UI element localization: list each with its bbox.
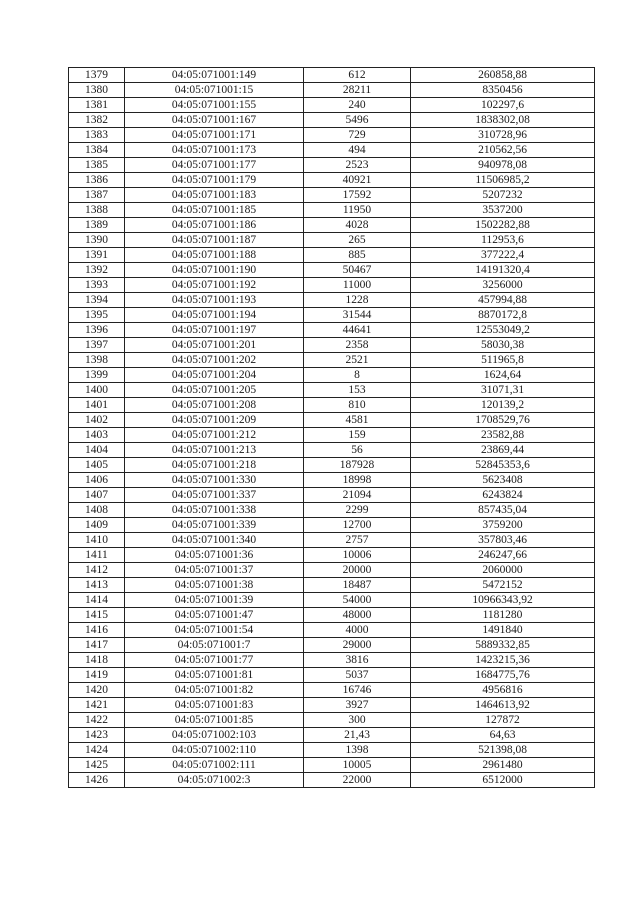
cadastral-number-cell: 04:05:071001:202	[125, 353, 304, 368]
row-number-cell: 1416	[69, 623, 125, 638]
area-cell: 28211	[304, 83, 411, 98]
cadastral-value-cell: 4956816	[411, 683, 595, 698]
row-number-cell: 1394	[69, 293, 125, 308]
row-number-cell: 1412	[69, 563, 125, 578]
cadastral-value-cell: 58030,38	[411, 338, 595, 353]
cadastral-number-cell: 04:05:071001:83	[125, 698, 304, 713]
cadastral-value-cell: 1181280	[411, 608, 595, 623]
cadastral-value-cell: 1464613,92	[411, 698, 595, 713]
table-row	[69, 83, 595, 98]
cadastral-number-cell: 04:05:071001:197	[125, 323, 304, 338]
area-cell: 21094	[304, 488, 411, 503]
row-number-cell: 1386	[69, 173, 125, 188]
table-row	[69, 143, 595, 158]
cadastral-value-cell: 10966343,92	[411, 593, 595, 608]
area-cell: 44641	[304, 323, 411, 338]
cadastral-number-cell: 04:05:071001:37	[125, 563, 304, 578]
row-number-cell: 1392	[69, 263, 125, 278]
cadastral-value-cell: 377222,4	[411, 248, 595, 263]
cadastral-value-cell: 1491840	[411, 623, 595, 638]
area-cell: 1398	[304, 743, 411, 758]
area-cell: 11950	[304, 203, 411, 218]
area-cell: 17592	[304, 188, 411, 203]
area-cell: 3927	[304, 698, 411, 713]
cadastral-number-cell: 04:05:071001:201	[125, 338, 304, 353]
row-number-cell: 1410	[69, 533, 125, 548]
cadastral-value-cell: 5472152	[411, 578, 595, 593]
row-number-cell: 1415	[69, 608, 125, 623]
row-number-cell: 1420	[69, 683, 125, 698]
area-cell: 5496	[304, 113, 411, 128]
cadastral-value-cell: 940978,08	[411, 158, 595, 173]
row-number-cell: 1401	[69, 398, 125, 413]
table-row	[69, 683, 595, 698]
cadastral-number-cell: 04:05:071001:338	[125, 503, 304, 518]
table-row	[69, 188, 595, 203]
area-cell: 40921	[304, 173, 411, 188]
cadastral-number-cell: 04:05:071001:171	[125, 128, 304, 143]
table-row	[69, 473, 595, 488]
cadastral-value-cell: 11506985,2	[411, 173, 595, 188]
cadastral-value-cell: 12553049,2	[411, 323, 595, 338]
table-row	[69, 173, 595, 188]
table-row	[69, 368, 595, 383]
row-number-cell: 1411	[69, 548, 125, 563]
cadastral-number-cell: 04:05:071001:183	[125, 188, 304, 203]
table-row	[69, 593, 595, 608]
table-row	[69, 278, 595, 293]
cadastral-value-cell: 6243824	[411, 488, 595, 503]
cadastral-value-cell: 310728,96	[411, 128, 595, 143]
area-cell: 31544	[304, 308, 411, 323]
row-number-cell: 1384	[69, 143, 125, 158]
cadastral-value-cell: 260858,88	[411, 68, 595, 83]
cadastral-number-cell: 04:05:071001:179	[125, 173, 304, 188]
area-cell: 16746	[304, 683, 411, 698]
row-number-cell: 1409	[69, 518, 125, 533]
table-row	[69, 158, 595, 173]
table-row	[69, 413, 595, 428]
area-cell: 2521	[304, 353, 411, 368]
table-row	[69, 68, 595, 83]
area-cell: 8	[304, 368, 411, 383]
cadastral-value-cell: 1708529,76	[411, 413, 595, 428]
cadastral-number-cell: 04:05:071001:339	[125, 518, 304, 533]
cadastral-value-cell: 102297,6	[411, 98, 595, 113]
table-row	[69, 293, 595, 308]
cadastral-value-table	[68, 67, 595, 788]
table-row	[69, 713, 595, 728]
row-number-cell: 1423	[69, 728, 125, 743]
row-number-cell: 1380	[69, 83, 125, 98]
row-number-cell: 1390	[69, 233, 125, 248]
cadastral-number-cell: 04:05:071001:36	[125, 548, 304, 563]
table-row	[69, 668, 595, 683]
area-cell: 2299	[304, 503, 411, 518]
cadastral-number-cell: 04:05:071001:190	[125, 263, 304, 278]
area-cell: 494	[304, 143, 411, 158]
cadastral-number-cell: 04:05:071001:337	[125, 488, 304, 503]
area-cell: 2523	[304, 158, 411, 173]
cadastral-number-cell: 04:05:071001:218	[125, 458, 304, 473]
area-cell: 810	[304, 398, 411, 413]
cadastral-value-cell: 8870172,8	[411, 308, 595, 323]
area-cell: 20000	[304, 563, 411, 578]
cadastral-number-cell: 04:05:071001:155	[125, 98, 304, 113]
cadastral-number-cell: 04:05:071001:187	[125, 233, 304, 248]
area-cell: 2358	[304, 338, 411, 353]
row-number-cell: 1419	[69, 668, 125, 683]
cadastral-value-cell: 357803,46	[411, 533, 595, 548]
area-cell: 50467	[304, 263, 411, 278]
table-body	[69, 68, 595, 788]
cadastral-number-cell: 04:05:071001:208	[125, 398, 304, 413]
table-row	[69, 398, 595, 413]
cadastral-number-cell: 04:05:071001:81	[125, 668, 304, 683]
table-row	[69, 458, 595, 473]
table-row	[69, 248, 595, 263]
table-row	[69, 113, 595, 128]
area-cell: 4028	[304, 218, 411, 233]
area-cell: 300	[304, 713, 411, 728]
table-row	[69, 233, 595, 248]
area-cell: 5037	[304, 668, 411, 683]
table-row	[69, 353, 595, 368]
cadastral-number-cell: 04:05:071002:110	[125, 743, 304, 758]
cadastral-value-cell: 457994,88	[411, 293, 595, 308]
row-number-cell: 1424	[69, 743, 125, 758]
cadastral-value-cell: 23869,44	[411, 443, 595, 458]
cadastral-number-cell: 04:05:071001:177	[125, 158, 304, 173]
cadastral-value-cell: 5623408	[411, 473, 595, 488]
row-number-cell: 1382	[69, 113, 125, 128]
cadastral-value-cell: 3537200	[411, 203, 595, 218]
table-row	[69, 323, 595, 338]
cadastral-value-cell: 64,63	[411, 728, 595, 743]
row-number-cell: 1381	[69, 98, 125, 113]
cadastral-value-cell: 3256000	[411, 278, 595, 293]
cadastral-value-cell: 210562,56	[411, 143, 595, 158]
table-row	[69, 638, 595, 653]
row-number-cell: 1405	[69, 458, 125, 473]
table-row	[69, 563, 595, 578]
cadastral-value-cell: 1624,64	[411, 368, 595, 383]
table-row	[69, 548, 595, 563]
cadastral-number-cell: 04:05:071001:7	[125, 638, 304, 653]
cadastral-value-cell: 2060000	[411, 563, 595, 578]
area-cell: 10005	[304, 758, 411, 773]
row-number-cell: 1385	[69, 158, 125, 173]
table-row	[69, 98, 595, 113]
cadastral-value-cell: 1684775,76	[411, 668, 595, 683]
cadastral-number-cell: 04:05:071002:3	[125, 773, 304, 788]
cadastral-number-cell: 04:05:071001:186	[125, 218, 304, 233]
cadastral-value-cell: 1838302,08	[411, 113, 595, 128]
row-number-cell: 1403	[69, 428, 125, 443]
row-number-cell: 1393	[69, 278, 125, 293]
table-row	[69, 338, 595, 353]
area-cell: 48000	[304, 608, 411, 623]
cadastral-number-cell: 04:05:071001:188	[125, 248, 304, 263]
table-row	[69, 518, 595, 533]
cadastral-number-cell: 04:05:071001:39	[125, 593, 304, 608]
cadastral-number-cell: 04:05:071001:340	[125, 533, 304, 548]
row-number-cell: 1383	[69, 128, 125, 143]
row-number-cell: 1404	[69, 443, 125, 458]
area-cell: 729	[304, 128, 411, 143]
row-number-cell: 1417	[69, 638, 125, 653]
area-cell: 240	[304, 98, 411, 113]
cadastral-number-cell: 04:05:071001:47	[125, 608, 304, 623]
area-cell: 56	[304, 443, 411, 458]
row-number-cell: 1406	[69, 473, 125, 488]
cadastral-number-cell: 04:05:071001:167	[125, 113, 304, 128]
cadastral-number-cell: 04:05:071001:194	[125, 308, 304, 323]
row-number-cell: 1425	[69, 758, 125, 773]
cadastral-value-cell: 3759200	[411, 518, 595, 533]
table-row	[69, 218, 595, 233]
row-number-cell: 1397	[69, 338, 125, 353]
cadastral-value-cell: 112953,6	[411, 233, 595, 248]
row-number-cell: 1413	[69, 578, 125, 593]
table-row	[69, 698, 595, 713]
row-number-cell: 1387	[69, 188, 125, 203]
area-cell: 22000	[304, 773, 411, 788]
row-number-cell: 1379	[69, 68, 125, 83]
area-cell: 18998	[304, 473, 411, 488]
cadastral-number-cell: 04:05:071001:38	[125, 578, 304, 593]
area-cell: 1228	[304, 293, 411, 308]
cadastral-value-cell: 23582,88	[411, 428, 595, 443]
cadastral-value-cell: 120139,2	[411, 398, 595, 413]
cadastral-value-cell: 6512000	[411, 773, 595, 788]
table-row	[69, 503, 595, 518]
cadastral-number-cell: 04:05:071001:330	[125, 473, 304, 488]
area-cell: 885	[304, 248, 411, 263]
table-row	[69, 263, 595, 278]
cadastral-number-cell: 04:05:071002:111	[125, 758, 304, 773]
cadastral-number-cell: 04:05:071001:204	[125, 368, 304, 383]
area-cell: 12700	[304, 518, 411, 533]
row-number-cell: 1391	[69, 248, 125, 263]
row-number-cell: 1395	[69, 308, 125, 323]
table-row	[69, 383, 595, 398]
row-number-cell: 1396	[69, 323, 125, 338]
cadastral-value-cell: 1502282,88	[411, 218, 595, 233]
table-row	[69, 623, 595, 638]
area-cell: 4581	[304, 413, 411, 428]
cadastral-value-cell: 52845353,6	[411, 458, 595, 473]
table-row	[69, 443, 595, 458]
table-row	[69, 203, 595, 218]
table-row	[69, 308, 595, 323]
cadastral-value-cell: 857435,04	[411, 503, 595, 518]
cadastral-number-cell: 04:05:071001:193	[125, 293, 304, 308]
area-cell: 54000	[304, 593, 411, 608]
table-row	[69, 128, 595, 143]
cadastral-value-cell: 5889332,85	[411, 638, 595, 653]
row-number-cell: 1398	[69, 353, 125, 368]
table-row	[69, 758, 595, 773]
cadastral-number-cell: 04:05:071001:209	[125, 413, 304, 428]
row-number-cell: 1408	[69, 503, 125, 518]
row-number-cell: 1414	[69, 593, 125, 608]
row-number-cell: 1402	[69, 413, 125, 428]
area-cell: 10006	[304, 548, 411, 563]
area-cell: 29000	[304, 638, 411, 653]
row-number-cell: 1388	[69, 203, 125, 218]
cadastral-value-cell: 5207232	[411, 188, 595, 203]
cadastral-number-cell: 04:05:071001:205	[125, 383, 304, 398]
table-row	[69, 608, 595, 623]
row-number-cell: 1426	[69, 773, 125, 788]
area-cell: 21,43	[304, 728, 411, 743]
cadastral-value-cell: 1423215,36	[411, 653, 595, 668]
cadastral-value-cell: 127872	[411, 713, 595, 728]
area-cell: 3816	[304, 653, 411, 668]
row-number-cell: 1389	[69, 218, 125, 233]
area-cell: 187928	[304, 458, 411, 473]
row-number-cell: 1418	[69, 653, 125, 668]
area-cell: 159	[304, 428, 411, 443]
cadastral-value-cell: 2961480	[411, 758, 595, 773]
cadastral-number-cell: 04:05:071001:54	[125, 623, 304, 638]
cadastral-value-cell: 8350456	[411, 83, 595, 98]
table-row	[69, 653, 595, 668]
table-row	[69, 533, 595, 548]
area-cell: 265	[304, 233, 411, 248]
cadastral-number-cell: 04:05:071001:173	[125, 143, 304, 158]
table-row	[69, 578, 595, 593]
cadastral-number-cell: 04:05:071001:213	[125, 443, 304, 458]
cadastral-number-cell: 04:05:071001:85	[125, 713, 304, 728]
cadastral-value-cell: 521398,08	[411, 743, 595, 758]
row-number-cell: 1422	[69, 713, 125, 728]
cadastral-value-cell: 31071,31	[411, 383, 595, 398]
row-number-cell: 1407	[69, 488, 125, 503]
cadastral-value-cell: 14191320,4	[411, 263, 595, 278]
area-cell: 4000	[304, 623, 411, 638]
table-row	[69, 773, 595, 788]
cadastral-value-cell: 511965,8	[411, 353, 595, 368]
cadastral-number-cell: 04:05:071001:15	[125, 83, 304, 98]
area-cell: 153	[304, 383, 411, 398]
cadastral-number-cell: 04:05:071001:192	[125, 278, 304, 293]
table-row	[69, 743, 595, 758]
area-cell: 11000	[304, 278, 411, 293]
row-number-cell: 1421	[69, 698, 125, 713]
table-row	[69, 488, 595, 503]
row-number-cell: 1399	[69, 368, 125, 383]
cadastral-number-cell: 04:05:071001:82	[125, 683, 304, 698]
table-row	[69, 428, 595, 443]
cadastral-number-cell: 04:05:071001:77	[125, 653, 304, 668]
area-cell: 2757	[304, 533, 411, 548]
area-cell: 18487	[304, 578, 411, 593]
cadastral-number-cell: 04:05:071001:212	[125, 428, 304, 443]
cadastral-value-cell: 246247,66	[411, 548, 595, 563]
area-cell: 612	[304, 68, 411, 83]
cadastral-number-cell: 04:05:071001:185	[125, 203, 304, 218]
cadastral-number-cell: 04:05:071002:103	[125, 728, 304, 743]
table-row	[69, 728, 595, 743]
cadastral-number-cell: 04:05:071001:149	[125, 68, 304, 83]
row-number-cell: 1400	[69, 383, 125, 398]
